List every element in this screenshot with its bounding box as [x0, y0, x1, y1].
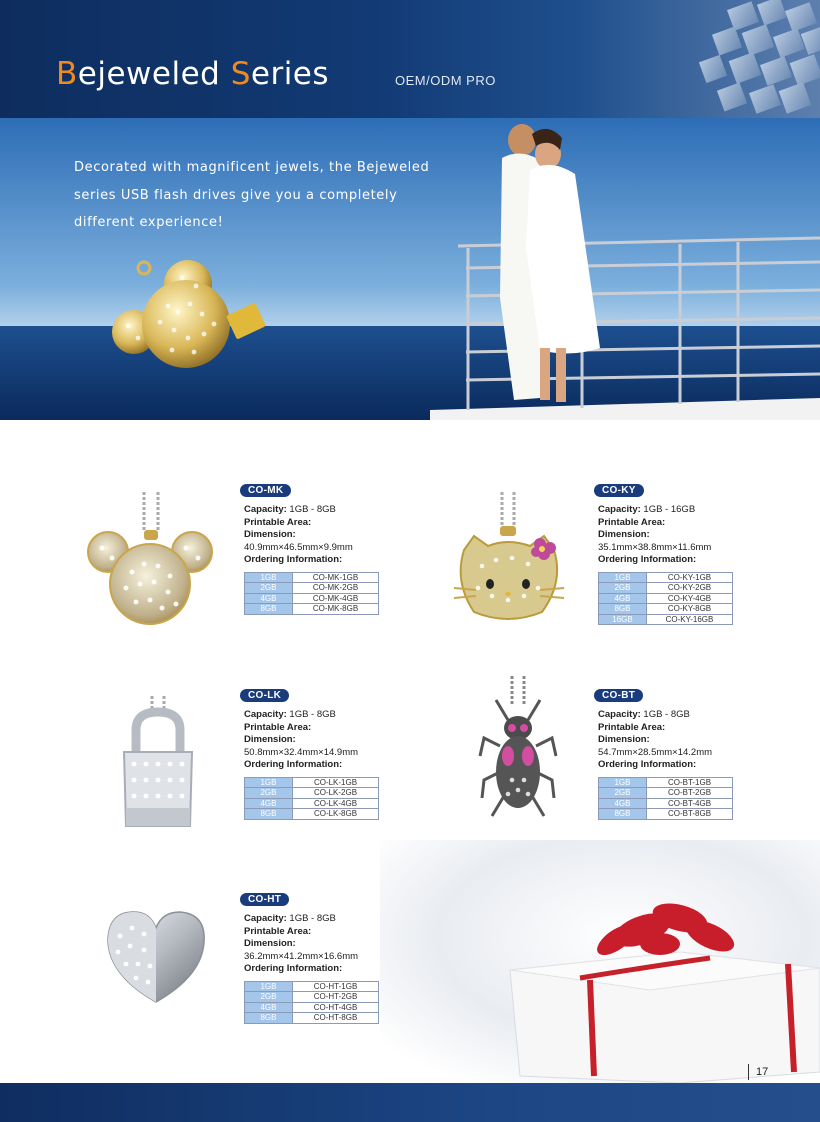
hero-line-2: series USB flash drives give you a completely [74, 187, 398, 203]
product-co-lk [244, 685, 484, 820]
dimension-label: Dimension: [598, 529, 650, 540]
product-code-badge: CO-BT [594, 689, 643, 702]
dimension-value: 36.2mm×41.2mm×16.6mm [244, 950, 359, 962]
model-code-cell: CO-HT-4GB [293, 1002, 379, 1013]
ordering-label: Ordering Information: [244, 759, 343, 770]
ordering-label: Ordering Information: [598, 554, 697, 565]
capacity-label: Capacity: [244, 709, 287, 720]
capacity-cell: 8GB [245, 604, 293, 615]
product-co-ky [598, 480, 820, 625]
table-row [245, 604, 379, 615]
model-code-cell: CO-LK-8GB [293, 809, 379, 820]
heart-pendant-image [104, 906, 208, 1006]
capacity-cell: 2GB [599, 583, 647, 594]
capacity-label: Capacity: [598, 709, 641, 720]
ordering-table [244, 981, 379, 1024]
ordering-label: Ordering Information: [244, 963, 343, 974]
dimension-value: 35.1mm×38.8mm×11.6mm [598, 541, 712, 553]
dimension-value: 40.9mm×46.5mm×9.9mm [244, 541, 353, 553]
beetle-pendant-image [478, 676, 558, 826]
model-code-cell: CO-MK-8GB [293, 604, 379, 615]
capacity-label: Capacity: [244, 504, 287, 515]
capacity-cell: 1GB [245, 981, 293, 992]
table-row [599, 614, 733, 625]
page-number: 17 [756, 1066, 769, 1078]
title-part-2: eries [250, 56, 330, 92]
model-code-cell: CO-HT-8GB [293, 1013, 379, 1024]
model-code-cell: CO-LK-4GB [293, 798, 379, 809]
ordering-table [244, 777, 379, 820]
capacity-cell: 8GB [599, 809, 647, 820]
capacity-cell: 8GB [245, 809, 293, 820]
hero-banner [0, 118, 820, 420]
model-code-cell: CO-MK-2GB [293, 583, 379, 594]
printable-area-label: Printable Area: [598, 516, 666, 528]
model-code-cell: CO-KY-2GB [647, 583, 733, 594]
capacity-cell: 4GB [245, 798, 293, 809]
capacity-cell: 8GB [599, 604, 647, 615]
ordering-label: Ordering Information: [244, 554, 343, 565]
dimension-label: Dimension: [244, 938, 296, 949]
model-code-cell: CO-LK-1GB [293, 777, 379, 788]
model-code-cell: CO-HT-2GB [293, 992, 379, 1003]
table-row [245, 593, 379, 604]
ordering-table [598, 777, 733, 820]
page-footer-bar [0, 1083, 820, 1122]
table-row [245, 572, 379, 583]
spec-block [244, 709, 484, 772]
capacity-value: 1GB - 16GB [643, 504, 696, 515]
model-code-cell: CO-KY-8GB [647, 604, 733, 615]
spec-block [244, 504, 484, 567]
capacity-label: Capacity: [598, 504, 641, 515]
capacity-cell: 2GB [245, 992, 293, 1003]
title-initial-b: B [56, 56, 78, 92]
ordering-label: Ordering Information: [598, 759, 697, 770]
product-co-bt [598, 685, 820, 820]
table-row [245, 1013, 379, 1024]
table-row [599, 788, 733, 799]
product-co-ht [244, 889, 484, 1024]
model-code-cell: CO-BT-8GB [647, 809, 733, 820]
product-code-badge: CO-HT [240, 893, 289, 906]
series-tag: OEM/ODM PRO [395, 73, 496, 88]
dimension-label: Dimension: [244, 529, 296, 540]
printable-area-label: Printable Area: [244, 925, 312, 937]
product-code-badge: CO-LK [240, 689, 289, 702]
hero-line-3: different experience! [74, 215, 224, 230]
model-code-cell: CO-BT-1GB [647, 777, 733, 788]
table-row [245, 809, 379, 820]
page-title [56, 56, 329, 92]
table-row [245, 583, 379, 594]
capacity-cell: 4GB [599, 593, 647, 604]
capacity-value: 1GB - 8GB [643, 709, 690, 720]
table-row [599, 809, 733, 820]
hero-line-1: Decorated with magnificent jewels, the Bejeweled [74, 160, 430, 175]
mouse-head-pendant-image [86, 492, 216, 632]
table-row [599, 593, 733, 604]
table-row [245, 788, 379, 799]
capacity-cell: 1GB [245, 777, 293, 788]
capacity-cell: 4GB [599, 798, 647, 809]
model-code-cell: CO-KY-1GB [647, 572, 733, 583]
title-part-1: ejeweled [77, 56, 231, 92]
capacity-cell: 4GB [245, 593, 293, 604]
product-code-badge: CO-KY [594, 484, 644, 497]
dimension-label: Dimension: [244, 734, 296, 745]
title-initial-s: S [230, 56, 251, 92]
table-row [599, 777, 733, 788]
capacity-value: 1GB - 8GB [289, 504, 336, 515]
product-code-badge: CO-MK [240, 484, 291, 497]
table-row [245, 1002, 379, 1013]
table-row [599, 798, 733, 809]
model-code-cell: CO-KY-4GB [647, 593, 733, 604]
model-code-cell: CO-MK-4GB [293, 593, 379, 604]
capacity-cell: 2GB [245, 583, 293, 594]
printable-area-label: Printable Area: [244, 516, 312, 528]
decorative-cubes-graphic [620, 0, 820, 118]
padlock-pendant-image [118, 696, 198, 836]
capacity-value: 1GB - 8GB [289, 913, 336, 924]
spec-block [244, 913, 484, 976]
capacity-label: Capacity: [244, 913, 287, 924]
model-code-cell: CO-KY-16GB [647, 614, 733, 625]
hero-description [74, 154, 434, 237]
product-co-mk [244, 480, 484, 615]
table-row [245, 981, 379, 992]
table-row [599, 583, 733, 594]
model-code-cell: CO-MK-1GB [293, 572, 379, 583]
capacity-cell: 2GB [599, 788, 647, 799]
table-row [599, 572, 733, 583]
table-row [599, 604, 733, 615]
capacity-cell: 1GB [245, 572, 293, 583]
capacity-cell: 2GB [245, 788, 293, 799]
dimension-value: 54.7mm×28.5mm×14.2mm [598, 746, 713, 758]
model-code-cell: CO-HT-1GB [293, 981, 379, 992]
spec-block [598, 504, 820, 567]
page-header [0, 0, 820, 118]
capacity-cell: 4GB [245, 1002, 293, 1013]
printable-area-label: Printable Area: [244, 721, 312, 733]
table-row [245, 777, 379, 788]
capacity-cell: 8GB [245, 1013, 293, 1024]
capacity-cell: 1GB [599, 777, 647, 788]
dimension-label: Dimension: [598, 734, 650, 745]
ordering-table [244, 572, 379, 615]
capacity-cell: 16GB [599, 614, 647, 625]
model-code-cell: CO-BT-4GB [647, 798, 733, 809]
printable-area-label: Printable Area: [598, 721, 666, 733]
model-code-cell: CO-BT-2GB [647, 788, 733, 799]
table-row [245, 798, 379, 809]
spec-block [598, 709, 820, 772]
ordering-table [598, 572, 733, 626]
table-row [245, 992, 379, 1003]
capacity-value: 1GB - 8GB [289, 709, 336, 720]
dimension-value: 50.8mm×32.4mm×14.9mm [244, 746, 359, 758]
page-number-divider [748, 1064, 749, 1080]
capacity-cell: 1GB [599, 572, 647, 583]
model-code-cell: CO-LK-2GB [293, 788, 379, 799]
